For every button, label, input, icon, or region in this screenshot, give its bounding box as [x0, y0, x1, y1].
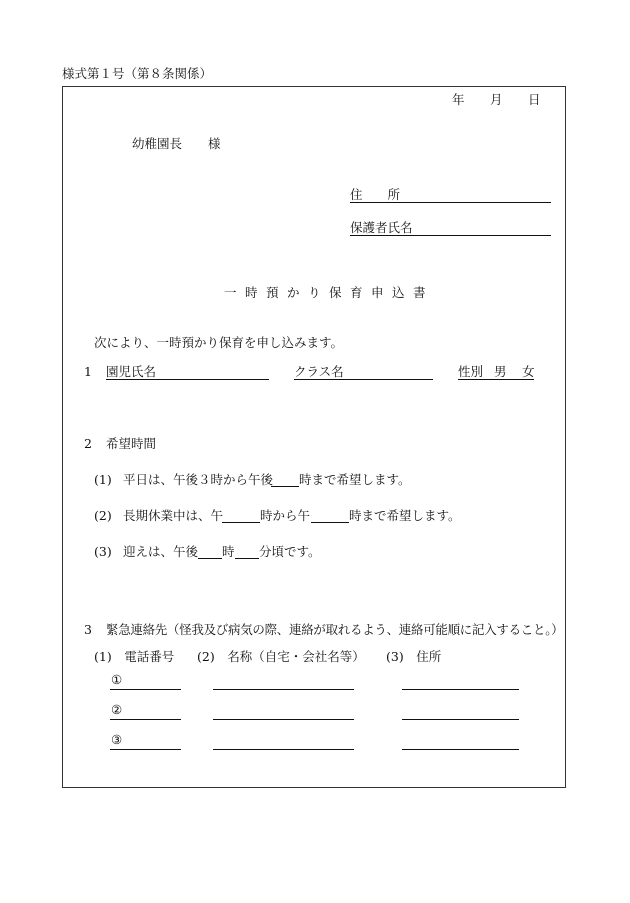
time-item-2-text-a: 長期休業中は、午 — [123, 508, 224, 523]
child-name-label: 園児氏名 — [106, 364, 157, 379]
pickup-hour-field[interactable] — [198, 558, 222, 559]
contact-3-phone-field[interactable] — [110, 749, 181, 750]
holiday-end-field[interactable] — [311, 522, 349, 523]
section3-heading: 緊急連絡先（怪我及び病気の際、連絡が取れるよう、連絡可能順に記入すること。） — [106, 622, 564, 637]
time-item-3-text-b: 時 — [222, 544, 235, 559]
time-item-2-num: (2) — [94, 508, 112, 523]
section2-number: 2 — [84, 436, 92, 451]
gender-male[interactable]: 男 — [494, 364, 507, 379]
pickup-minute-field[interactable] — [235, 558, 259, 559]
col-address-header: (3) 住所 — [386, 649, 442, 664]
holiday-start-field[interactable] — [222, 522, 260, 523]
date-day[interactable]: 日 — [528, 92, 541, 107]
time-item-3-num: (3) — [94, 544, 112, 559]
contact-row-2-marker: ② — [111, 702, 123, 717]
gender-label: 性別 — [458, 364, 484, 379]
date-month[interactable]: 月 — [490, 92, 503, 107]
address-label: 住 所 — [350, 187, 401, 202]
addressee-honorific: 様 — [208, 136, 221, 151]
section2-heading: 希望時間 — [106, 436, 157, 451]
weekday-end-hour-field[interactable] — [271, 486, 299, 487]
form-number: 様式第１号（第８条関係） — [62, 66, 213, 81]
contact-2-phone-field[interactable] — [110, 719, 181, 720]
form-title: 一時預かり保育申込書 — [224, 285, 435, 300]
address-field[interactable] — [350, 202, 551, 203]
intro-text: 次により、一時預かり保育を申し込みます。 — [94, 335, 344, 350]
time-item-3-text-c: 分頃です。 — [259, 544, 321, 559]
col-phone-header: (1) 電話番号 — [94, 649, 175, 664]
class-label: クラス名 — [294, 364, 344, 379]
time-item-2-text-c: 時まで希望します。 — [349, 508, 461, 523]
guardian-field[interactable] — [350, 235, 551, 236]
contact-1-address-field[interactable] — [402, 689, 519, 690]
time-item-1-num: (1) — [94, 472, 112, 487]
date-year[interactable]: 年 — [452, 92, 465, 107]
contact-3-address-field[interactable] — [402, 749, 519, 750]
child-name-field[interactable] — [106, 379, 269, 380]
contact-1-phone-field[interactable] — [110, 689, 181, 690]
gender-female[interactable]: 女 — [522, 364, 535, 379]
addressee-name: 幼稚園長 — [132, 136, 183, 151]
contact-2-name-field[interactable] — [213, 719, 354, 720]
section1-number: 1 — [84, 364, 92, 379]
class-field[interactable] — [294, 379, 433, 380]
contact-row-1-marker: ① — [111, 672, 123, 687]
contact-row-3-marker: ③ — [111, 732, 123, 747]
time-item-1-text-b: 時まで希望します。 — [299, 472, 411, 487]
col-name-header: (2) 名称（自宅・会社名等） — [197, 649, 365, 664]
time-item-1-text-a: 平日は、午後３時から午後 — [123, 472, 274, 487]
contact-1-name-field[interactable] — [213, 689, 354, 690]
guardian-label: 保護者氏名 — [350, 220, 413, 235]
contact-2-address-field[interactable] — [402, 719, 519, 720]
time-item-3-text-a: 迎えは、午後 — [123, 544, 199, 559]
contact-3-name-field[interactable] — [213, 749, 354, 750]
section3-number: 3 — [84, 622, 92, 637]
time-item-2-text-b: 時から午 — [260, 508, 311, 523]
gender-underline — [458, 379, 534, 380]
